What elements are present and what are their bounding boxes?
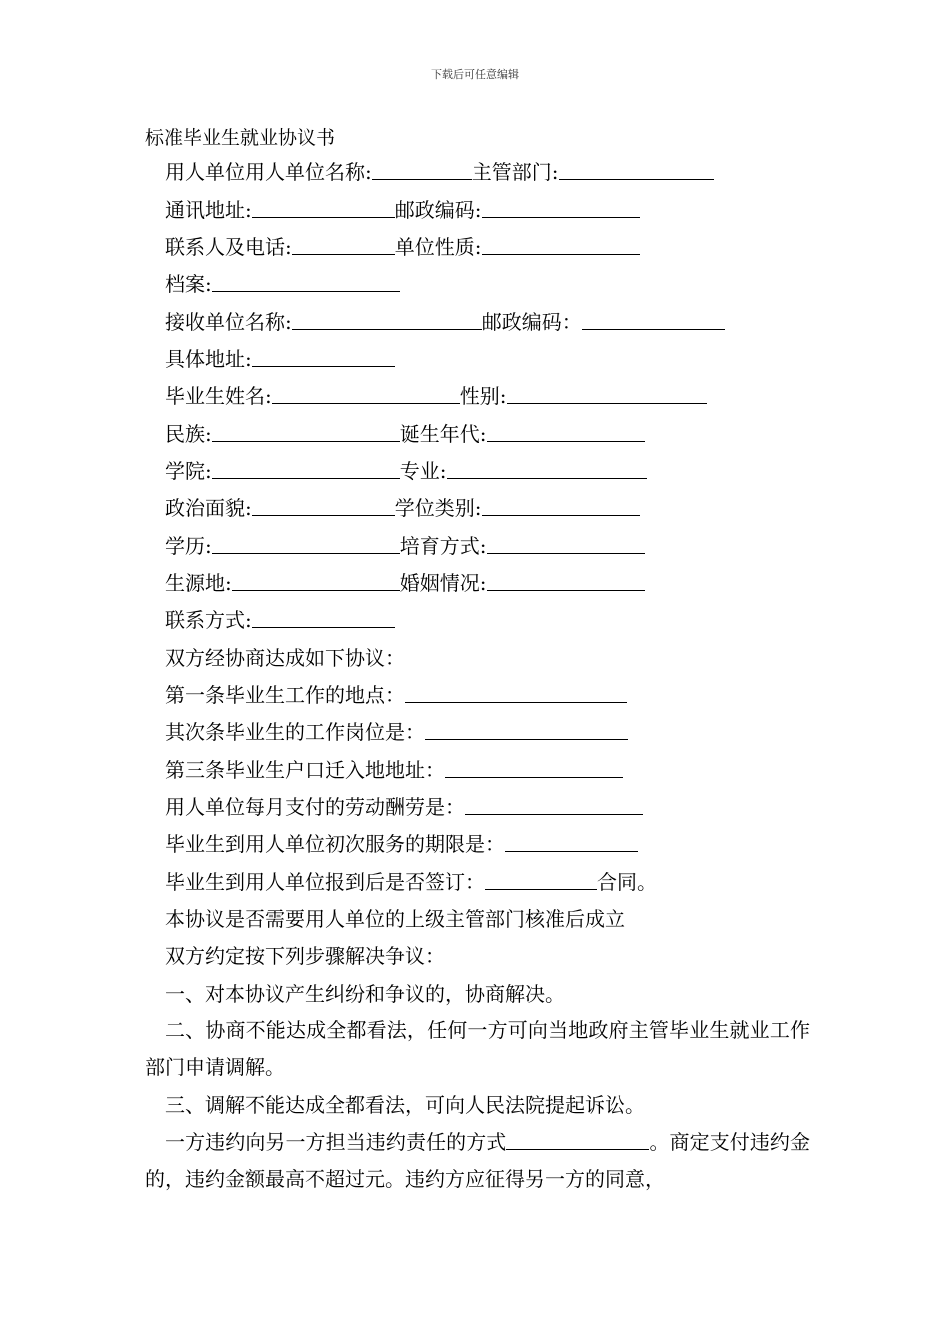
education-blank[interactable] bbox=[212, 535, 400, 554]
contract-label: 毕业生到用人单位报到后是否签订： bbox=[165, 870, 485, 894]
graduate-contact-row bbox=[165, 607, 395, 633]
dispute-step-2: 二、协商不能达成全都看法，任何一方可向当地政府主管毕业生就业工作部门申请调解。 bbox=[145, 1018, 810, 1079]
service-term-row bbox=[165, 831, 638, 857]
dispute-step-1: 一、对本协议产生纠纷和争议的，协商解决。 bbox=[165, 982, 565, 1006]
breach-label: 一方违约向另一方担当违约责任的方式 bbox=[165, 1130, 507, 1154]
breach-paragraph bbox=[145, 1124, 810, 1198]
contract-row bbox=[165, 869, 657, 895]
article-1-label: 第一条毕业生工作的地点： bbox=[165, 683, 405, 707]
graduate-name-row bbox=[165, 383, 707, 409]
origin-blank[interactable] bbox=[232, 572, 400, 591]
breach-method-blank[interactable] bbox=[506, 1131, 649, 1150]
ethnicity-label: 民族: bbox=[165, 422, 212, 446]
supervisor-dept-label: 主管部门: bbox=[471, 160, 559, 184]
receiver-postcode-blank[interactable] bbox=[582, 311, 725, 330]
service-term-blank[interactable] bbox=[505, 833, 638, 852]
contract-type-blank[interactable] bbox=[485, 871, 597, 890]
political-label: 政治面貌: bbox=[165, 496, 252, 520]
contact-phone-label: 联系人及电话: bbox=[165, 235, 292, 259]
salary-blank[interactable] bbox=[465, 796, 643, 815]
contact-row bbox=[165, 234, 640, 260]
employer-name-blank[interactable] bbox=[372, 161, 472, 180]
receiver-name-blank[interactable] bbox=[292, 311, 482, 330]
employer-nature-blank[interactable] bbox=[482, 236, 640, 255]
address-blank[interactable] bbox=[252, 199, 395, 218]
graduate-contact-label: 联系方式: bbox=[165, 608, 252, 632]
article-2-label: 其次条毕业生的工作岗位是： bbox=[165, 720, 425, 744]
approval-line: 本协议是否需要用人单位的上级主管部门核准后成立 bbox=[165, 907, 625, 931]
specific-address-blank[interactable] bbox=[252, 348, 395, 367]
work-location-blank[interactable] bbox=[405, 684, 627, 703]
graduate-contact-blank[interactable] bbox=[252, 609, 395, 628]
agreement-intro: 双方经协商达成如下协议： bbox=[165, 646, 405, 670]
major-label: 专业: bbox=[399, 459, 447, 483]
header-note: 下载后可任意编辑 bbox=[431, 68, 519, 81]
marriage-blank[interactable] bbox=[487, 572, 645, 591]
graduate-name-blank[interactable] bbox=[272, 385, 460, 404]
archive-row bbox=[165, 271, 400, 297]
salary-label: 用人单位每月支付的劳动酬劳是： bbox=[165, 795, 465, 819]
hukou-address-blank[interactable] bbox=[445, 759, 623, 778]
political-row bbox=[165, 495, 640, 521]
employer-name-label: 用人单位用人单位名称: bbox=[165, 160, 372, 184]
postcode-blank[interactable] bbox=[482, 199, 640, 218]
degree-blank[interactable] bbox=[482, 497, 640, 516]
marriage-label: 婚姻情况: bbox=[399, 571, 487, 595]
education-label: 学历: bbox=[165, 534, 212, 558]
college-label: 学院: bbox=[165, 459, 212, 483]
supervisor-dept-blank[interactable] bbox=[559, 161, 714, 180]
ethnicity-row bbox=[165, 421, 645, 447]
article-3-label: 第三条毕业生户口迁入地地址： bbox=[165, 758, 445, 782]
service-term-label: 毕业生到用人单位初次服务的期限是： bbox=[165, 832, 505, 856]
receiver-postcode-label: 邮政编码： bbox=[481, 310, 582, 334]
article-3-row bbox=[165, 757, 623, 783]
breach-suffix: 。商定支付违约金的，违约金额最高不超过元。违约方应征得另一方的同意， bbox=[145, 1130, 811, 1191]
article-2-row bbox=[165, 719, 628, 745]
receiver-row bbox=[165, 309, 725, 335]
specific-address-label: 具体地址: bbox=[165, 347, 252, 371]
address-label: 通讯地址: bbox=[165, 198, 252, 222]
origin-label: 生源地: bbox=[165, 571, 232, 595]
training-label: 培育方式: bbox=[399, 534, 487, 558]
gender-blank[interactable] bbox=[507, 385, 707, 404]
address-row bbox=[165, 197, 640, 223]
archive-label: 档案: bbox=[165, 272, 212, 296]
origin-row bbox=[165, 570, 645, 596]
receiver-name-label: 接收单位名称: bbox=[165, 310, 292, 334]
salary-row bbox=[165, 794, 643, 820]
employer-nature-label: 单位性质: bbox=[394, 235, 482, 259]
job-position-blank[interactable] bbox=[425, 721, 628, 740]
contact-phone-blank[interactable] bbox=[292, 236, 395, 255]
education-row bbox=[165, 533, 645, 559]
birth-blank[interactable] bbox=[487, 423, 645, 442]
dispute-intro: 双方约定按下列步骤解决争议： bbox=[165, 944, 445, 968]
postcode-label: 邮政编码: bbox=[394, 198, 482, 222]
contract-suffix: 合同。 bbox=[597, 870, 657, 894]
gender-label: 性别: bbox=[459, 384, 507, 408]
college-row bbox=[165, 458, 647, 484]
major-blank[interactable] bbox=[447, 460, 647, 479]
ethnicity-blank[interactable] bbox=[212, 423, 400, 442]
dispute-step-3: 三、调解不能达成全都看法，可向人民法院提起诉讼。 bbox=[165, 1093, 645, 1117]
training-blank[interactable] bbox=[487, 535, 645, 554]
college-blank[interactable] bbox=[212, 460, 400, 479]
degree-label: 学位类别: bbox=[394, 496, 482, 520]
document-title: 标准毕业生就业协议书 bbox=[145, 127, 336, 149]
birth-label: 诞生年代: bbox=[399, 422, 487, 446]
archive-blank[interactable] bbox=[212, 273, 400, 292]
article-1-row bbox=[165, 682, 627, 708]
specific-address-row bbox=[165, 346, 395, 372]
political-blank[interactable] bbox=[252, 497, 395, 516]
graduate-name-label: 毕业生姓名: bbox=[165, 384, 272, 408]
employer-name-row bbox=[165, 159, 714, 185]
